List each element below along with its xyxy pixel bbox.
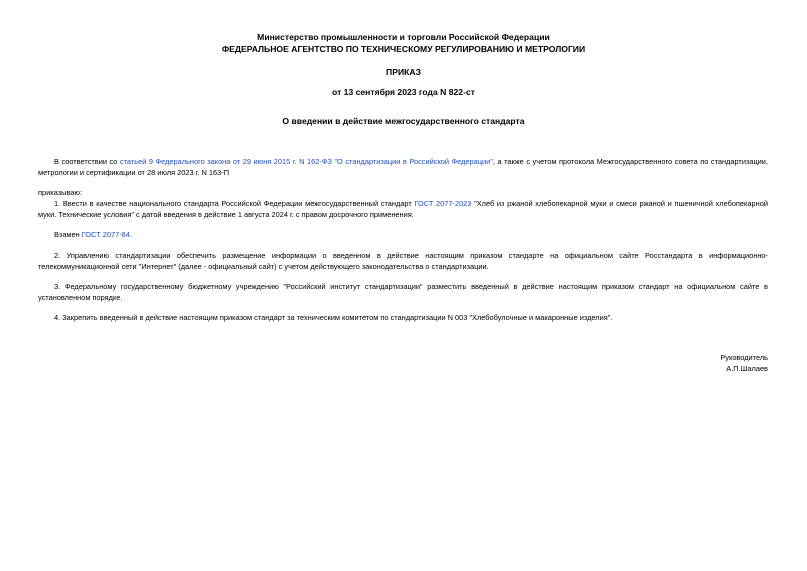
- document-date-number: от 13 сентября 2023 года N 822-ст: [332, 87, 475, 97]
- law-link[interactable]: статьей 9 Федерального закона от 29 июня 2015 г. N 162-ФЗ "О стандартизации в Российской Федерации": [119, 157, 493, 166]
- replaces-text-1: Взамен: [54, 230, 82, 239]
- document-type: ПРИКАЗ: [386, 67, 421, 77]
- intro-text-2: , а также с учетом протокола Межгосударственного совета по стандартизации, метрологии и сертификации от 28 июля 2023 г. N 163-П: [38, 157, 768, 177]
- item-1-paragraph: [38, 198, 768, 220]
- agency-name: ФЕДЕРАЛЬНОЕ АГЕНТСТВО ПО ТЕХНИЧЕСКОМУ РЕГУЛИРОВАНИЮ И МЕТРОЛОГИИ: [221, 44, 586, 54]
- ministry-name: Министерство промышленности и торговли Российской Федерации: [257, 32, 550, 42]
- order-verb: приказываю:: [38, 188, 82, 197]
- replaces-paragraph: [38, 229, 768, 240]
- item-4-paragraph: 4. Закрепить введенный в действие настоящим приказом стандарт за техническим комитетом по стандартизации N 003 "Хлебобулочные и макаронные изделия".: [54, 313, 613, 322]
- item-1-text-2: "Хлеб из ржаной хлебопекарной муки и смеси ржаной и пшеничной хлебопекарной муки. Технические условия" с датой введения в действие 1 августа 2024 г. с правом досрочного применения.: [38, 199, 768, 219]
- item-3-paragraph: 3. Федеральному государственному бюджетному учреждению "Российский институт стандартизации" разместить введенный в действие настоящим приказом стандарт на официальном сайте в установленном порядке.: [38, 282, 768, 302]
- intro-paragraph: [38, 156, 768, 178]
- item-2-paragraph: 2. Управлению стандартизации обеспечить размещение информации о введенном в действие настоящим приказом стандарте на официальном сайте Росстандарта в информационно-телекоммуникационной сети "Интернет" (далее - официальный сайт) с учетом действующего законодательства о стандартизации.: [38, 251, 768, 271]
- replaces-text-2: .: [129, 230, 132, 239]
- intro-text-1: В соответствии со: [54, 157, 120, 166]
- document-title: О введении в действие межгосударственного стандарта: [282, 116, 525, 126]
- signatory-position: Руководитель: [720, 353, 768, 362]
- gost-2077-2023-link[interactable]: ГОСТ 2077-2023: [414, 199, 472, 208]
- signatory-name: А.П.Шалаев: [726, 364, 768, 373]
- gost-2077-84-link[interactable]: ГОСТ 2077-84: [81, 230, 130, 239]
- item-1-text-1: 1. Ввести в качестве национального стандарта Российской Федерации межгосударственный стандарт: [54, 199, 415, 208]
